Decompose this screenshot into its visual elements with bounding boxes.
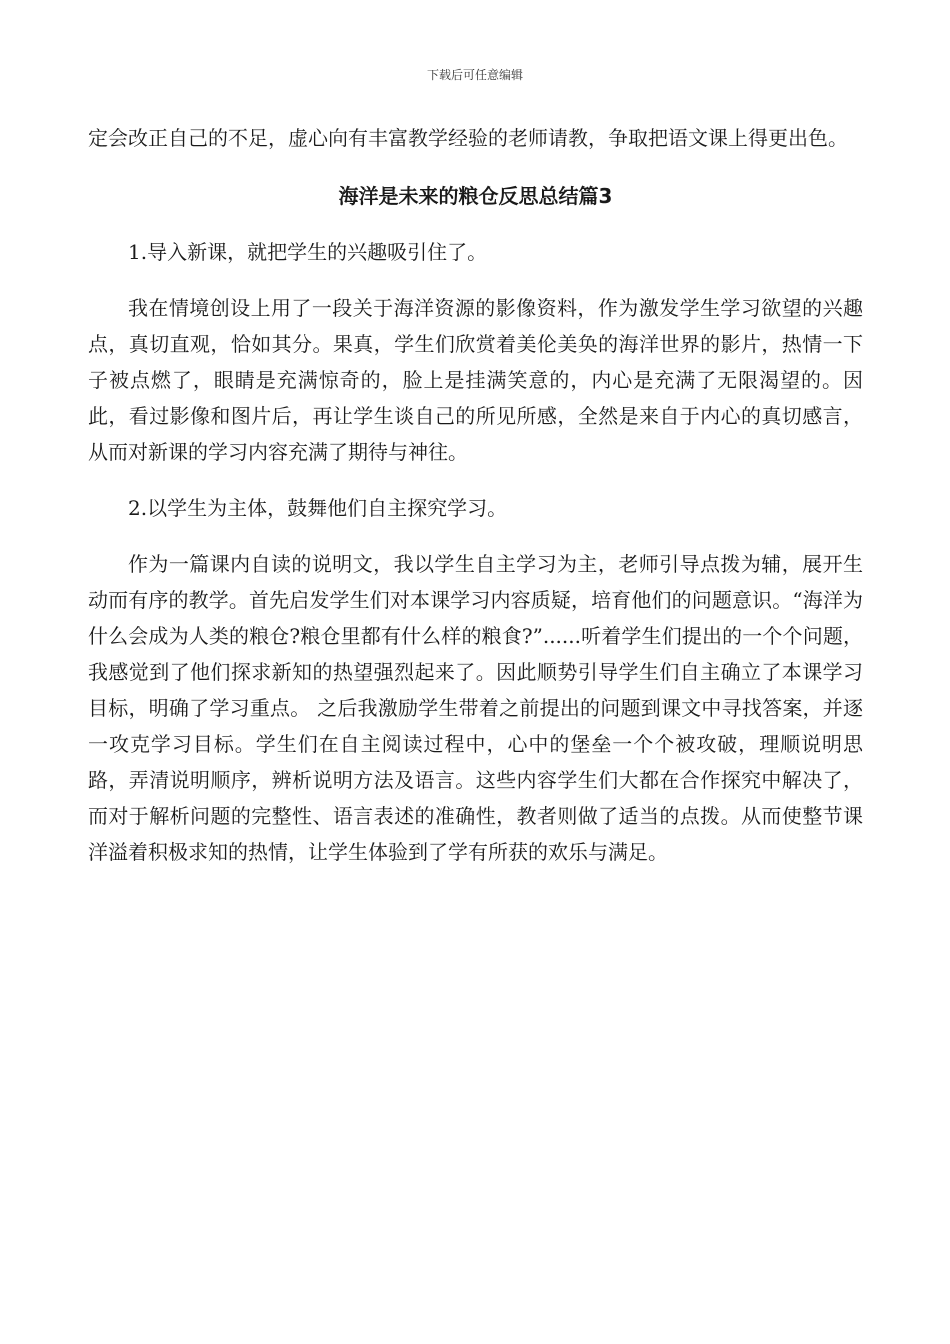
page-header-note: 下载后可任意编辑 [426,68,523,82]
document-body [88,120,863,870]
paragraph-1: 我在情境创设上用了一段关于海洋资源的影像资料，作为激发学生学习欲望的兴趣点，真切直观，恰如其分。果真，学生们欣赏着美伦美奂的海洋世界的影片，热情一下子被点燃了，眼睛是充满惊奇的，脸上是挂满笑意的，内心是充满了无限渴望的。因此，看过影像和图片后，再让学生谈自己的所见所感，全然是来自于内心的真切感言，从而对新课的学习内容充满了期待与神往。 [88,296,863,464]
paragraph-2: 作为一篇课内自读的说明文，我以学生自主学习为主，老师引导点拨为辅，展开生动而有序的教学。首先启发学生们对本课学习内容质疑，培育他们的问题意识。“海洋为什么会成为人类的粮仓?粮仓里都有什么样的粮食?”......听着学生们提出的一个个问题，我感觉到了他们探求新知的热望强烈起来了。因此顺势引导学生们自主确立了本课学习目标，明确了学习重点。 之后我激励学生带着之前提出的问题到课文中寻找答案，并逐一攻克学习目标。学生们在自主阅读过程中，心中的堡垒一个个被攻破，理顺说明思路，弄清说明顺序，辨析说明方法及语言。这些内容学生们大都在合作探究中解决了，而对于解析问题的完整性、语言表述的准确性，教者则做了适当的点拨。从而使整节课洋溢着积极求知的热情，让学生体验到了学有所获的欢乐与满足。 [88,552,863,864]
continuation-paragraph: 定会改正自己的不足，虚心向有丰富教学经验的老师请教，争取把语文课上得更出色。 [88,126,848,150]
point-2-heading: 2.以学生为主体，鼓舞他们自主探究学习。 [128,496,508,520]
point-1-heading: 1.导入新课，就把学生的兴趣吸引住了。 [128,240,488,264]
section-title: 海洋是未来的粮仓反思总结篇3 [338,184,613,208]
